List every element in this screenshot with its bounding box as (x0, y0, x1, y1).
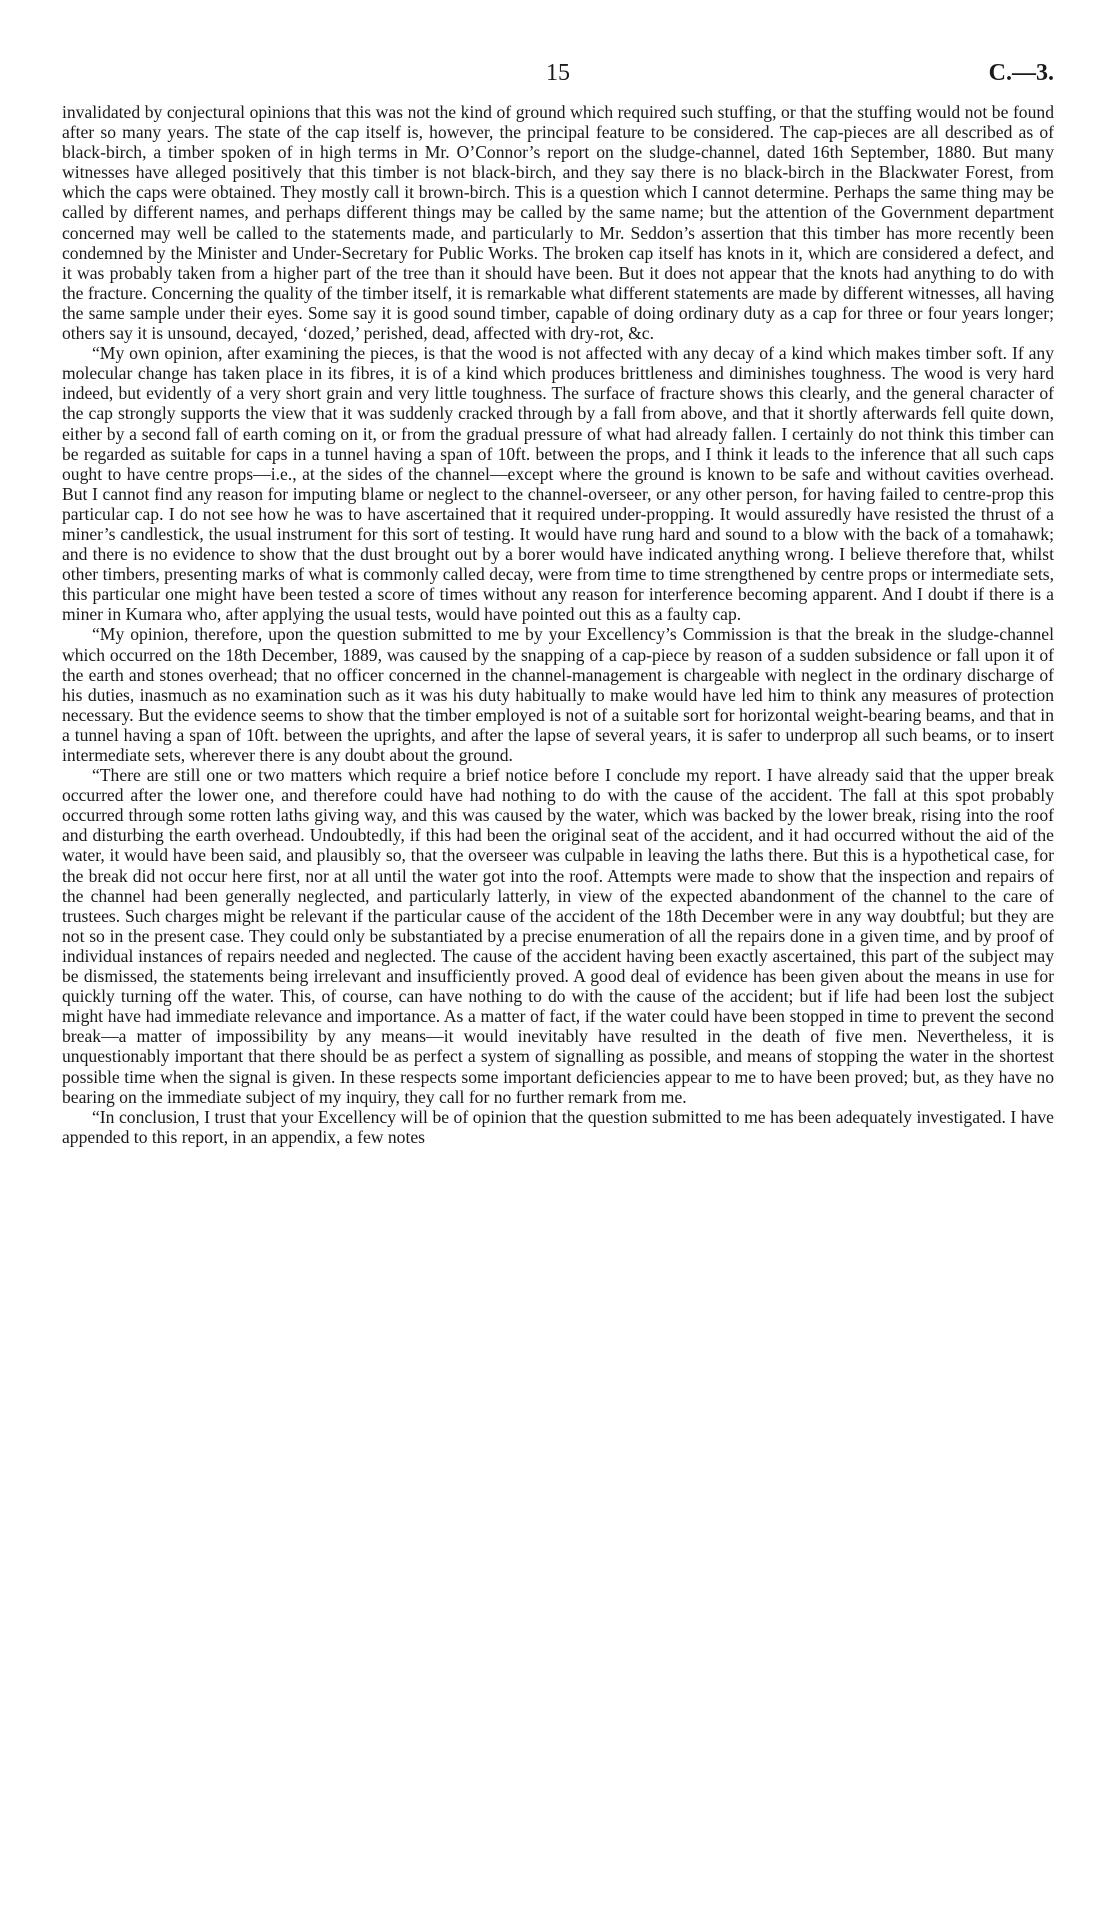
body-text (62, 102, 1054, 1147)
paragraph-own-opinion: “My own opinion, after examining the pieces, is that the wood is not affected with any decay of a kind which makes timber soft. If any molecular change has taken place in its fibres, it is of a kind which produces brittleness and diminishes toughness. The wood is very hard indeed, but evidently of a very short grain and very little toughness. The surface of fracture shows this clearly, and the general character of the cap strongly supports the view that it was suddenly cracked through by a fall from above, and that it shortly afterwards fell quite down, either by a second fall of earth coming on it, or from the gradual pressure of what had already fallen. I certainly do not think this timber can be regarded as suitable for caps in a tunnel having a span of 10ft. between the props, and I think it leads to the inference that all such caps ought to have centre props—i.e., at the sides of the channel—except where the ground is known to be safe and without cavities overhead. But I cannot find any reason for imputing blame or neglect to the channel-overseer, or any other person, for having failed to centre-prop this particular cap. I do not see how he was to have ascertained that it required under-propping. It would assuredly have resisted the thrust of a miner’s candlestick, the usual instrument for this sort of testing. It would have rung hard and sound to a blow with the back of a tomahawk; and there is no evidence to show that the dust brought out by a borer would have indicated anything wrong. I believe therefore that, whilst other timbers, presenting marks of what is commonly called decay, were from time to time strengthened by centre props or intermediate sets, this particular one might have been tested a score of times without any reason for interference becoming apparent. And I doubt if there is a miner in Kumara who, after applying the usual tests, would have pointed out this as a faulty cap. (62, 343, 1054, 625)
paragraph-continuation: invalidated by conjectural opinions that this was not the kind of ground which required such stuffing, or that the stuffing would not be found after so many years. The state of the cap itself is, however, the principal feature to be considered. The cap-pieces are all described as of black-birch, a timber spoken of in high terms in Mr. O’Connor’s report on the sludge-channel, dated 16th September, 1880. But many witnesses have alleged positively that this timber is not black-birch, and they say there is no black-birch in the Blackwater Forest, from which the caps were obtained. They mostly call it brown-birch. This is a question which I cannot determine. Perhaps the same thing may be called by different names, and perhaps different things may be called by the same name; but the attention of the Government department concerned may well be called to the statements made, and particularly to Mr. Seddon’s assertion that this timber has more recently been condemned by the Minister and Under-Secretary for Public Works. The broken cap itself has knots in it, which are considered a defect, and it was probably taken from a higher part of the tree than it should have been. But it does not appear that the knots had anything to do with the fracture. Concerning the quality of the timber itself, it is remarkable what different statements are made by different witnesses, all having the same sample under their eyes. Some say it is good sound timber, capable of doing ordinary duty as a cap for three or four years longer; others say it is unsound, decayed, ‘dozed,’ perished, dead, affected with dry-rot, &c. (62, 102, 1054, 344)
paragraph-in-conclusion: “In conclusion, I trust that your Excellency will be of opinion that the question submitted to me has been adequately investigated. I have appended to this report, in an appendix, a few notes (62, 1106, 1054, 1147)
document-page (62, 60, 1054, 1147)
page-number: 15 (546, 60, 570, 86)
page-header (62, 60, 1054, 94)
paragraph-conclusion-opinion: “My opinion, therefore, upon the question submitted to me by your Excellency’s Commission is that the break in the sludge-channel which occurred on the 18th December, 1889, was caused by the snapping of a cap-piece by reason of a sudden subsidence or fall upon it of the earth and stones overhead; that no officer concerned in the channel-management is chargeable with neglect in the ordinary discharge of his duties, inasmuch as no examination such as it was his duty habitually to make would have led him to think any measures of protection necessary. But the evidence seems to show that the timber employed is not of a suitable sort for horizontal weight-bearing beams, and that in a tunnel having a span of 10ft. between the uprights, and after the lapse of several years, it is safer to underprop all such beams, or to insert intermediate sets, wherever there is any doubt about the ground. (62, 624, 1054, 765)
paragraph-other-matters: “There are still one or two matters which require a brief notice before I conclude my report. I have already said that the upper break occurred after the lower one, and therefore could have had nothing to do with the cause of the accident. The fall at this spot probably occurred through some rotten laths giving way, and this was caused by the water, which was backed by the lower break, rising into the roof and disturbing the earth overhead. Undoubtedly, if this had been the original seat of the accident, and it had occurred without the aid of the water, it would have been said, and plausibly so, that the overseer was culpable in leaving the laths there. But this is a hypothetical case, for the break did not occur here first, nor at all until the water got into the roof. Attempts were made to show that the inspection and repairs of the channel had been generally neglected, and particularly latterly, in view of the expected abandonment of the channel to the care of trustees. Such charges might be relevant if the particular cause of the accident of the 18th December were in any way doubtful; but they are not so in the present case. They could only be substantiated by a precise enumeration of all the repairs done in a given time, and by proof of individual instances of repairs needed and neglected. The cause of the accident having been exactly ascertained, this part of the subject may be dismissed, the statements being irrelevant and insufficiently proved. A good deal of evidence has been given about the means in use for quickly turning off the water. This, of course, can have nothing to do with the cause of the accident; but if life had been lost the subject might have had immediate relevance and importance. As a matter of fact, if the water could have been stopped in time to prevent the second break—a matter of impossibility by any means—it would inevitably have resulted in the death of five men. Nevertheless, it is unquestionably important that there should be as perfect a system of signalling as possible, and means of stopping the water in the shortest possible time when the signal is given. In these respects some important deficiencies appear to me to have been proved; but, as they have no bearing on the immediate subject of my inquiry, they call for no further remark from me. (62, 765, 1054, 1107)
paper-reference: C.—3. (988, 60, 1054, 86)
